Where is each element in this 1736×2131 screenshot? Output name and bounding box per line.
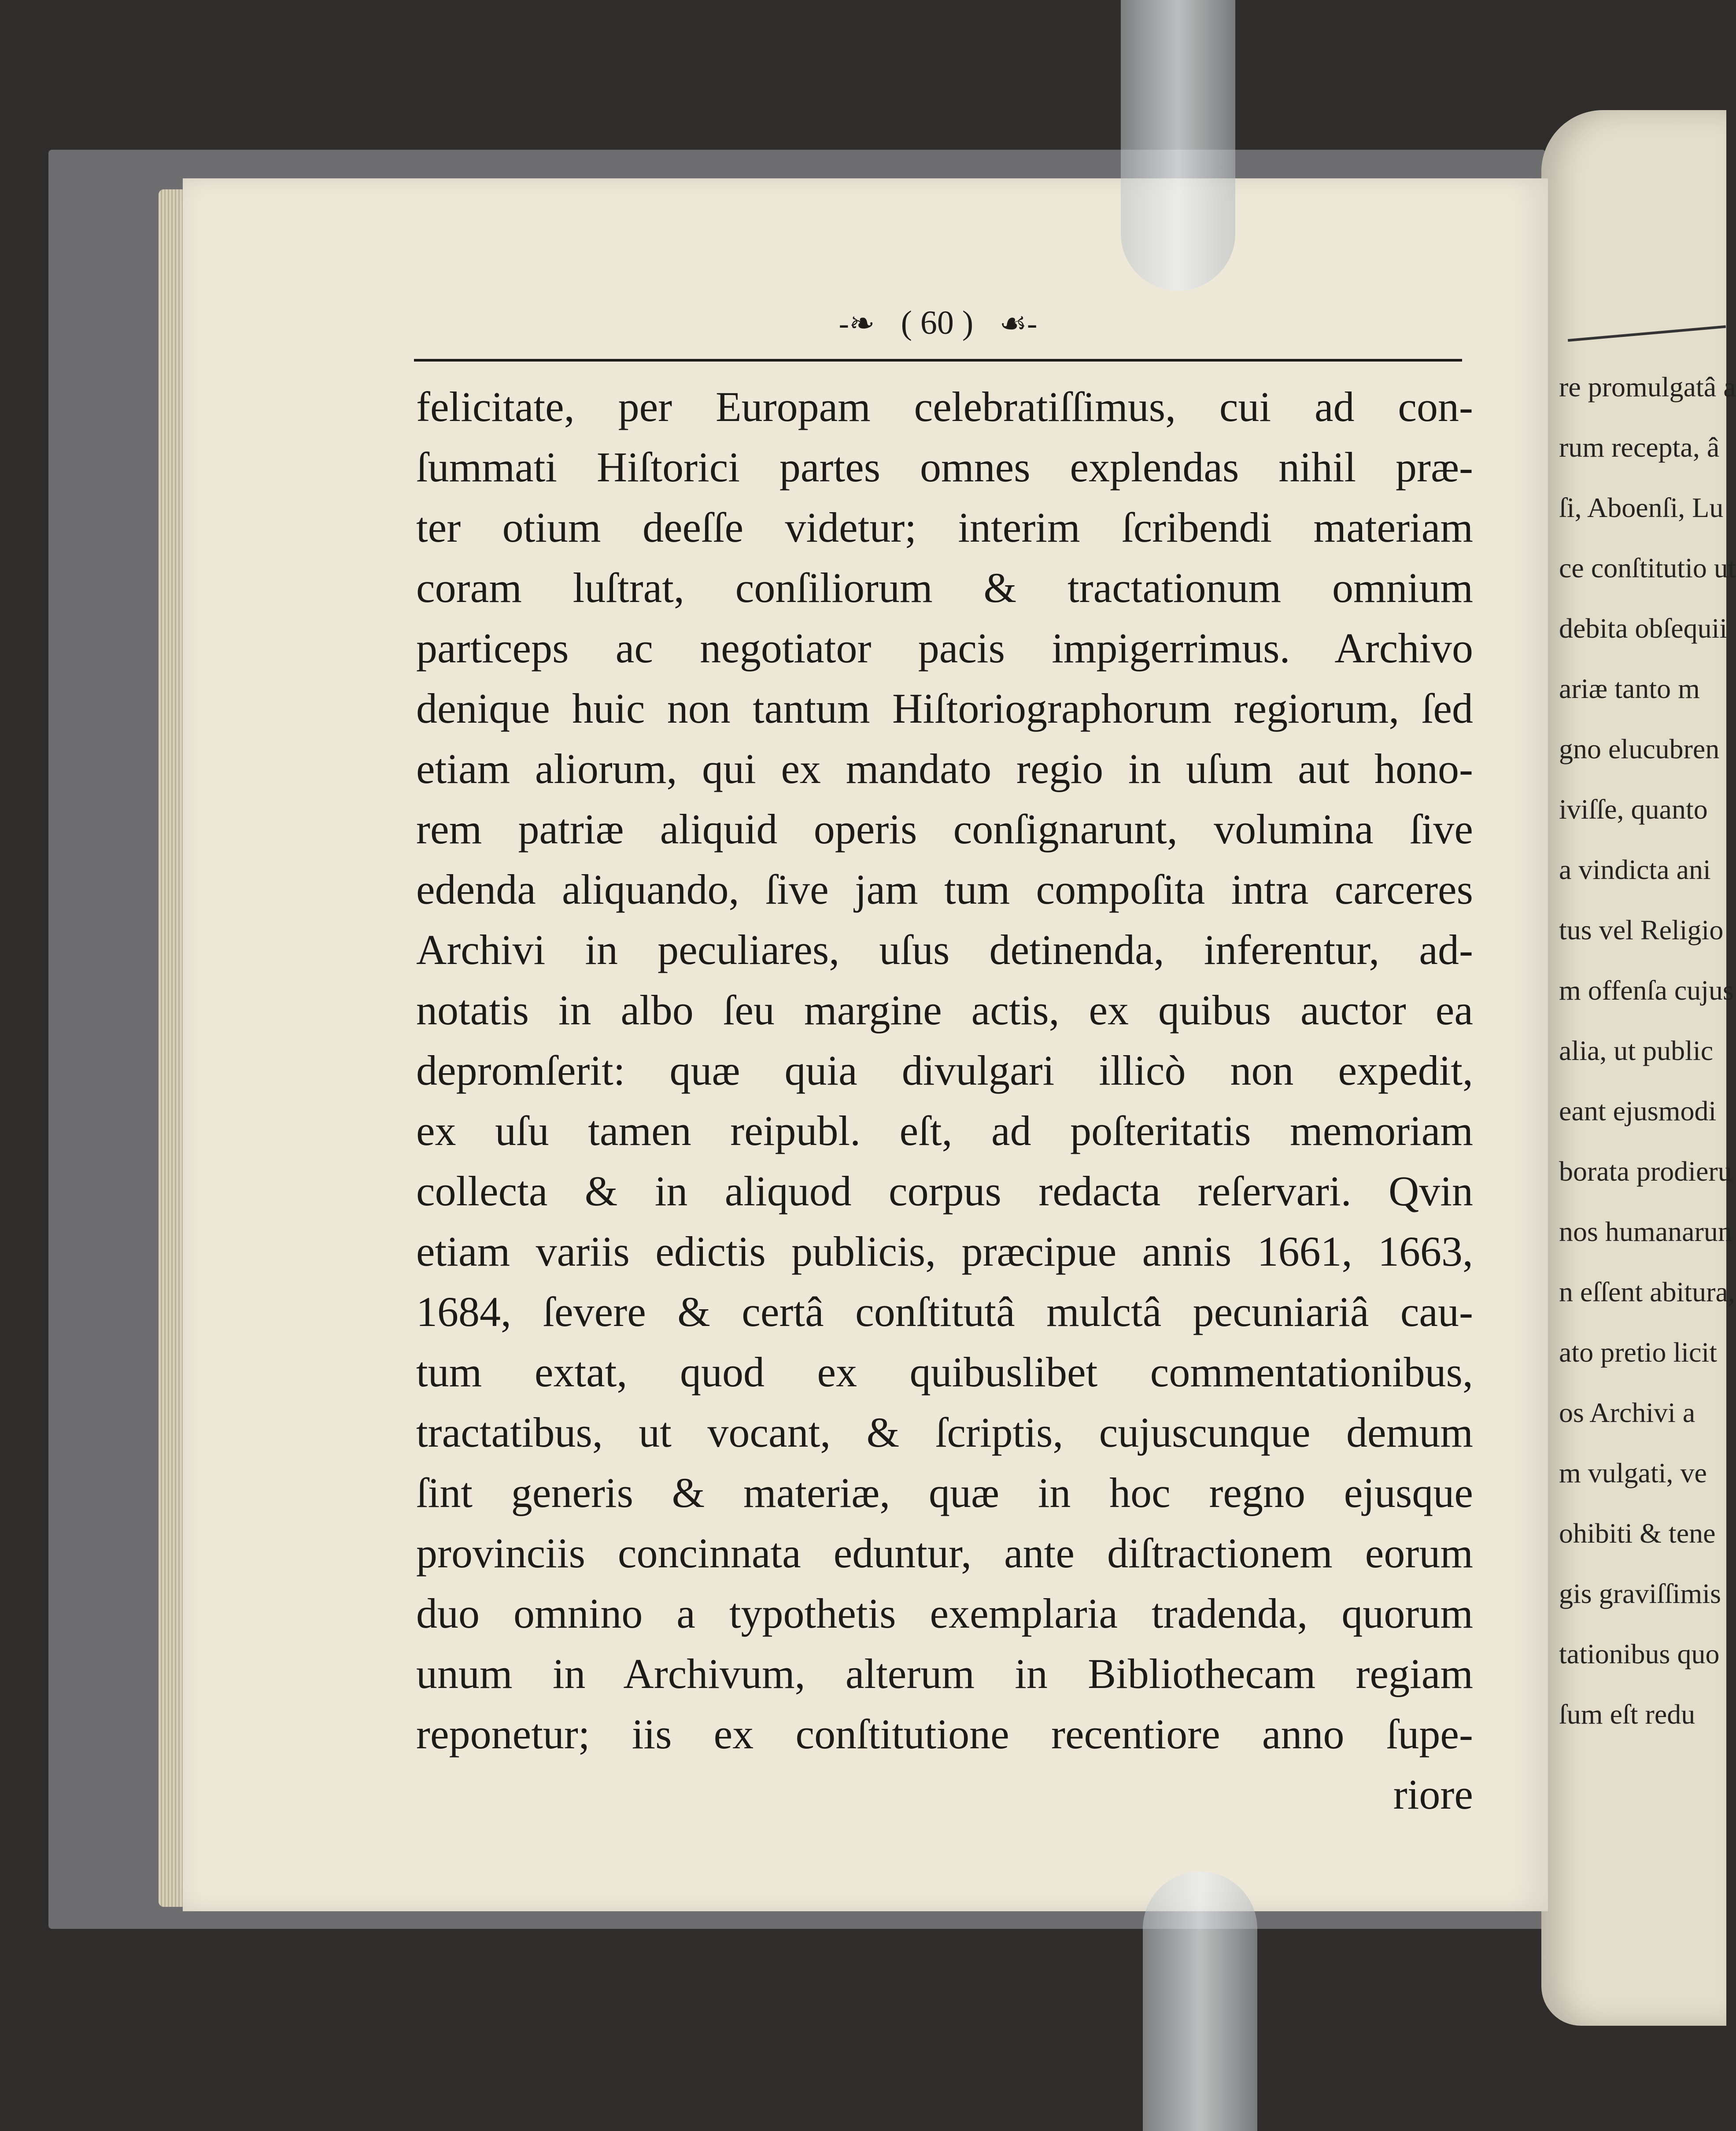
facing-page-text xyxy=(1559,357,1736,1744)
text-line: reponetur; iis ex conſtitutione recentiore anno ſupe- xyxy=(416,1710,1473,1758)
text-line: denique huic non tantum Hiſtoriographorum regiorum, ſed xyxy=(416,685,1473,732)
text-line: Archivi in peculiares, uſus detinenda, inferentur, ad- xyxy=(416,926,1473,973)
page-body-text xyxy=(416,377,1473,1824)
text-line: tractatibus, ut vocant, & ſcriptis, cujuscunque demum xyxy=(416,1409,1473,1456)
text-line: ſint generis & materiæ, quæ in hoc regno ejusque xyxy=(416,1469,1473,1516)
facing-text-line: m vulgati, ve xyxy=(1559,1457,1707,1488)
page-clip-top xyxy=(1121,0,1235,291)
header-ornament-right: ☙- xyxy=(999,307,1038,341)
facing-text-line: borata prodieru xyxy=(1559,1156,1732,1187)
facing-text-line: ſum eſt redu xyxy=(1559,1699,1695,1730)
text-line: riore xyxy=(1393,1771,1473,1818)
facing-text-line: ohibiti & tene xyxy=(1559,1518,1716,1549)
facing-text-line: n eſſent abitura, xyxy=(1559,1276,1735,1307)
facing-text-line: tus vel Religio xyxy=(1559,914,1724,945)
facing-text-line: ato pretio licit xyxy=(1559,1337,1717,1368)
facing-text-line: rum recepta, â xyxy=(1559,432,1720,463)
text-line: ſummati Hiſtorici partes omnes explendas nihil præ- xyxy=(416,443,1473,491)
facing-page-rule xyxy=(1568,325,1726,342)
header-rule xyxy=(414,359,1462,362)
facing-text-line: nos humanarun xyxy=(1559,1216,1732,1247)
facing-text-line: a vindicta ani xyxy=(1559,854,1711,885)
text-line: duo omnino a typothetis exemplaria tradenda, quorum xyxy=(416,1590,1473,1637)
text-line: notatis in albo ſeu margine actis, ex quibus auctor ea xyxy=(416,986,1473,1034)
text-line: coram luſtrat, conſiliorum & tractationum omnium xyxy=(416,564,1473,611)
text-line: particeps ac negotiator pacis impigerrimus. Archivo xyxy=(416,624,1473,672)
facing-text-line: ce conſtitutio ut xyxy=(1559,552,1736,584)
text-line: ex uſu tamen reipubl. eſt, ad poſteritatis memoriam xyxy=(416,1107,1473,1154)
text-line: edenda aliquando, ſive jam tum compoſita intra carceres xyxy=(416,866,1473,913)
text-line: etiam aliorum, qui ex mandato regio in uſum aut hono- xyxy=(416,745,1473,792)
page-header xyxy=(414,304,1462,361)
text-line: ter otium deeſſe videtur; interim ſcribendi materiam xyxy=(416,504,1473,551)
facing-text-line: m offenſa cujus xyxy=(1559,975,1734,1006)
text-line: depromſerit: quæ quia divulgari illicò non expedit, xyxy=(416,1047,1473,1094)
facing-text-line: iviſſe, quanto xyxy=(1559,794,1708,825)
text-line: tum extat, quod ex quibuslibet commentationibus, xyxy=(416,1348,1473,1396)
facing-text-line: re promulgatâ a xyxy=(1559,371,1736,403)
facing-page-fragment xyxy=(1541,110,1736,2026)
facing-text-line: alia, ut public xyxy=(1559,1035,1714,1066)
facing-text-line: ſi, Aboenſi, Lu xyxy=(1559,492,1724,523)
facing-text-line: gis graviſſimis xyxy=(1559,1578,1721,1609)
facing-text-line: os Archivi a xyxy=(1559,1397,1695,1428)
facing-text-line: tationibus quo xyxy=(1559,1638,1720,1669)
facing-text-line: eant ejusmodi xyxy=(1559,1095,1717,1126)
text-line: provinciis concinnata eduntur, ante diſtractionem eorum xyxy=(416,1529,1473,1577)
text-line: felicitate, per Europam celebratiſſimus, cui ad con- xyxy=(416,383,1473,430)
facing-text-line: debita obſequii xyxy=(1559,613,1728,644)
text-line: collecta & in aliquod corpus redacta reſervari. Qvin xyxy=(416,1167,1473,1215)
page-number: ( 60 ) xyxy=(901,304,974,341)
facing-text-line: ariæ tanto m xyxy=(1559,673,1700,704)
facing-text-line: gno elucubren xyxy=(1559,733,1720,765)
text-line: unum in Archivum, alterum in Bibliothecam regiam xyxy=(416,1650,1473,1697)
header-ornament-left: -❧ xyxy=(838,307,875,341)
text-line: etiam variis edictis publicis, præcipue annis 1661, 1663, xyxy=(416,1228,1473,1275)
text-line: rem patriæ aliquid operis conſignarunt, volumina ſive xyxy=(416,805,1473,853)
text-line: 1684, ſevere & certâ conſtitutâ mulctâ pecuniariâ cau- xyxy=(416,1288,1473,1335)
page-clip-bottom xyxy=(1143,1872,1257,2131)
